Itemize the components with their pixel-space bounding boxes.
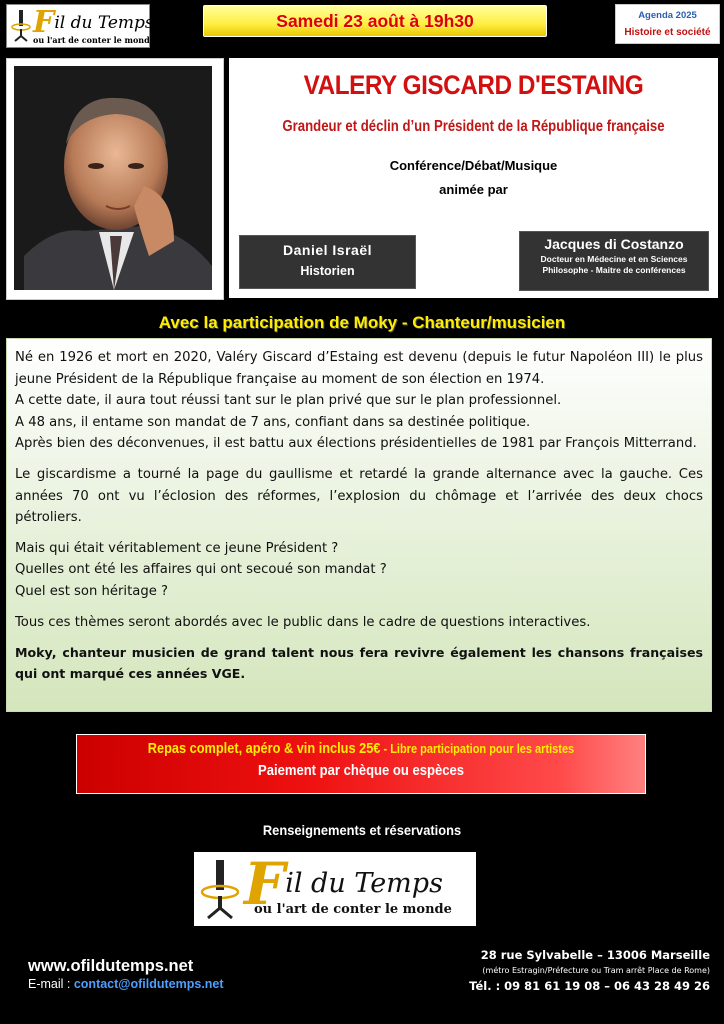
email-link[interactable]: contact@ofildutemps.net: [73, 977, 224, 991]
event-subtitle: Grandeur et déclin d’un Président de la République française: [282, 118, 665, 135]
description-panel: [6, 338, 712, 712]
gramophone-logo-icon: [11, 8, 31, 42]
gramophone-logo-icon: [200, 858, 240, 920]
address-transit: (métro Estragin/Préfecture ou Tram arrêt Place de Rome): [482, 966, 710, 975]
event-title: VALERY GISCARD D'ESTAING: [303, 70, 644, 100]
address-block: [460, 948, 710, 993]
payment-info: Paiement par chèque ou espèces: [258, 763, 464, 779]
logo-tagline: ou l'art de conter le monde: [254, 902, 452, 917]
event-format: Conférence/Débat/Musique: [389, 158, 558, 173]
body-questions: Mais qui était véritablement ce jeune Président ? Quelles ont été les affaires qui ont secoué son mandat ? Quel est son héritage ?: [15, 540, 387, 599]
body-paragraph: Le giscardisme a tourné la page du gaullisme et retardé la grande alternance avec la gauche. Ces années 70 ont vu l’éclosion des réformes, l’explosion du chômage et l’arrivée des deux chocs pétroliers.: [15, 466, 703, 526]
body-moky: Moky, chanteur musicien de grand talent nous fera revivre également les chansons françaises qui ont marqué ces années VGE.: [15, 645, 703, 682]
meal-box: [76, 734, 646, 794]
address-street: 28 rue Sylvabelle – 13006 Marseille: [480, 948, 710, 962]
body-paragraph: Né en 1926 et mort en 2020, Valéry Giscard d’Estaing est devenu (depuis le futur Napoléon III) le plus jeune Président de la République française au moment de son élection en 1974. A cette date, il aura tout réussi tant sur le plan privé que sur le plan professionnel. A 48 ans, il entame son mandat de 7 ans, confiant dans sa destinée politique. Après bien des déconvenues, il est battu aux élections présidentielles de 1981 par François Mitterrand.: [15, 350, 703, 452]
animated-by: animée par: [439, 182, 508, 197]
portrait-photo: [14, 66, 212, 290]
agenda-category: Histoire et société: [624, 27, 711, 38]
agenda-year: Agenda 2025: [638, 10, 697, 21]
date-banner: Samedi 23 août à 19h30: [203, 5, 547, 37]
logo-large: [194, 852, 476, 926]
info-title: Renseignements et réservations: [262, 822, 462, 838]
email-line: E-mail : contact@ofildutemps.net: [28, 977, 224, 991]
meal-price: Repas complet, apéro & vin inclus 25€ - Libre participation pour les artistes: [147, 741, 575, 757]
speaker-name: Jacques di Costanzo: [544, 236, 684, 252]
speaker-daniel-israel: [239, 235, 416, 289]
logo-brand: Fil du Temps: [33, 5, 154, 40]
website-link[interactable]: www.ofildutemps.net: [28, 957, 194, 975]
logo-tagline: ou l'art de conter le monde: [33, 35, 155, 45]
logo-brand: Fil du Temps: [244, 850, 443, 918]
speaker-jacques-di-costanzo: [519, 231, 709, 291]
logo-small: [6, 4, 155, 48]
agenda-box: [615, 4, 720, 44]
body-paragraph: Tous ces thèmes seront abordés avec le public dans le cadre de questions interactives.: [15, 614, 591, 630]
participation-line: Avec la participation de Moky - Chanteur/musicien: [158, 313, 566, 332]
speaker-role: Docteur en Médecine et en Sciences Philosophe - Maitre de conférences: [540, 254, 688, 275]
speaker-name: Daniel Israël: [283, 242, 372, 258]
speaker-role: Historien: [300, 264, 355, 278]
phone-numbers: Tél. : 09 81 61 19 08 – 06 43 28 49 26: [469, 979, 710, 993]
